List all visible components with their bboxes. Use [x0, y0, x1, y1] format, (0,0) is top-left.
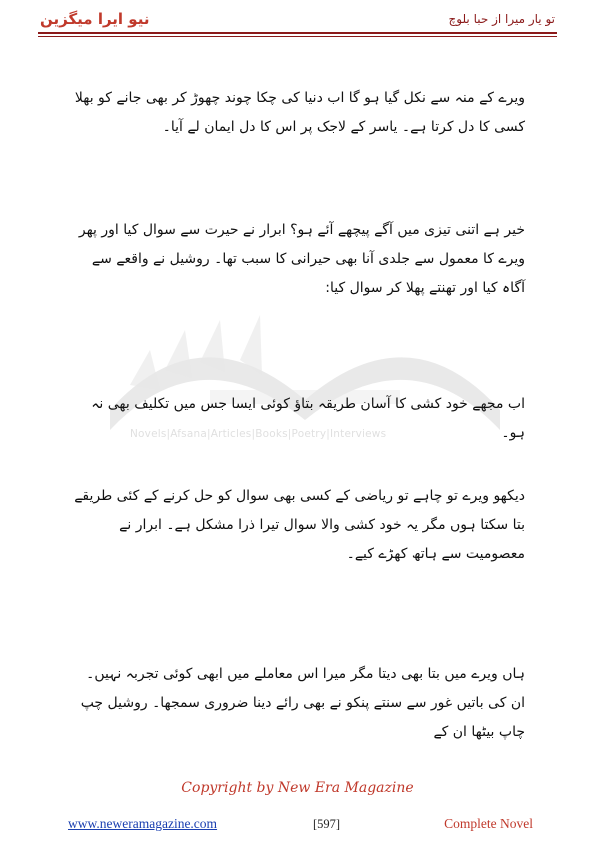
header-rule-thin [38, 36, 557, 37]
copyright-notice: Copyright by New Era Magazine [181, 780, 414, 796]
magazine-name: نیو ایرا میگزین [40, 10, 150, 28]
paragraph: اب مجھے خود کشی کا آسان طریقہ بتاؤ کوئی ایسا جس میں تکلیف بھی نہ ہو۔ [91, 396, 525, 441]
paragraph: دیکھو ویرے تو چاہے تو ریاضی کے کسی بھی سوال کو حل کرنے کے کئی طریقے بتا سکتا ہوں مگر یہ خود کشی والا سوال تیرا ذرا مشکل ہے۔ ابرار نے معصومیت سے ہاتھ کھڑے کیے۔ [74, 488, 525, 562]
novel-title: تو یار میرا از حبا بلوچ [448, 12, 555, 26]
paragraph: خیر ہے اتنی تیزی میں آگے پیچھے آئے ہو؟ ابرار نے حیرت سے سوال کیا اور پھر ویرے کا معمول سے جلدی آنا بھی حیرانی کا سبب تھا۔ روشیل نے واقعے سے آگاہ کیا اور تھنتے پھلا کر سوال کیا: [78, 222, 525, 296]
watermark-tagline: Novels|Afsana|Articles|Books|Poetry|Interviews [130, 428, 387, 440]
page-number: [597] [313, 817, 341, 831]
paragraph: ہاں ویرے میں بتا بھی دیتا مگر میرا اس معاملے میں ابھی کوئی تجربہ نہیں۔ ان کی باتیں غور سے سنتے پنکو نے بھی رائے دینا ضروری سمجھا۔ روشیل چپ چاپ بیٹھا ان کے [80, 666, 525, 740]
page-header [40, 8, 555, 30]
website-link[interactable]: www.neweramagazine.com [68, 816, 218, 831]
page-footer [68, 816, 533, 836]
header-rule-thick [38, 32, 557, 34]
content-type-label: Complete Novel [444, 816, 533, 831]
paragraph: ویرے کے منہ سے نکل گیا ہو گا اب دنیا کی چکا چوند چھوڑ کر بھی جانے کو بھلا کسی کا دل کرتا ہے۔ یاسر کے لاجک پر اس کا دل ایمان لے آیا۔ [74, 90, 525, 135]
